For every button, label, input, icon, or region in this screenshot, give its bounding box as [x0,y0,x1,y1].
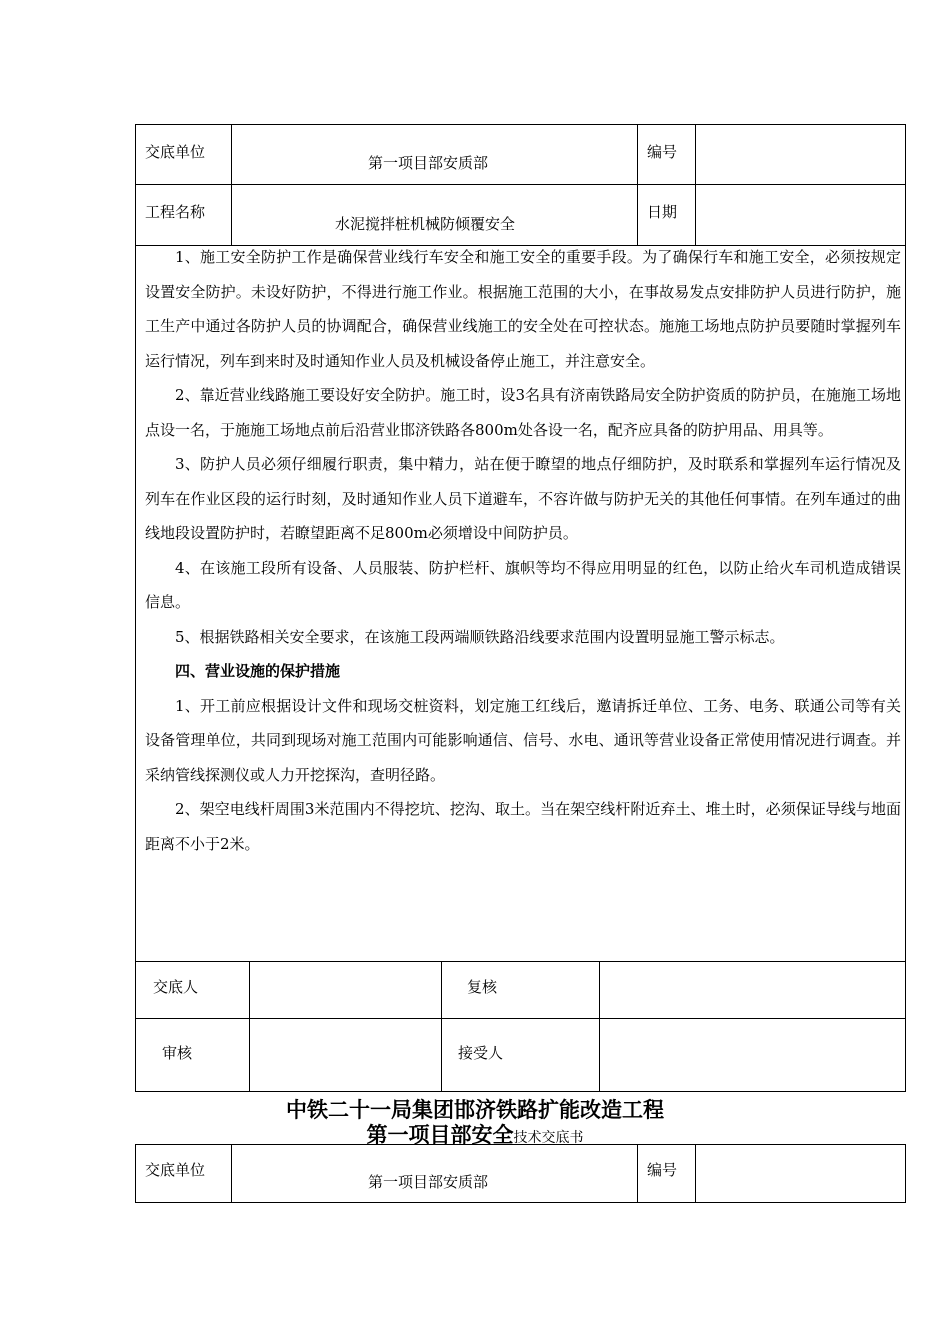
unit-label: 交底单位 [145,143,206,161]
header-row-divider [135,184,906,185]
sign-table [135,961,906,1092]
project-name-label: 工程名称 [145,203,206,221]
bottom-col-divider-1 [231,1144,232,1203]
paragraph-1: 1、施工安全防护工作是确保营业线行车安全和施工安全的重要手段。为了确保行车和施工安全，必须按规定设置安全防护。未设好防护，不得进行施工作业。根据施工范围的大小，在事故易发点安排防护人员进行防护，施工生产中通过各防护人员的协调配合，确保营业线施工的安全处在可控状态。施施工场地点防护员要随时掌握列车运行情况，列车到来时及时通知作业人员及机械设备停止施工，并注意安全。 [145,248,901,370]
paragraph-7: 2、架空电线杆周围3米范围内不得挖坑、挖沟、取土。当在架空线杆附近弃土、堆土时，必须保证导线与地面距离不小于2米。 [145,800,901,853]
handover-person-label: 交底人 [153,978,199,996]
sign-col-divider-1 [249,961,250,1092]
bottom-number-label: 编号 [647,1161,678,1179]
bottom-unit-value: 第一项目部安质部 [368,1173,489,1191]
subtitle-bold: 第一项目部安全 [366,1123,514,1147]
paragraph-4: 4、在该施工段所有设备、人员服装、防护栏杆、旗帜等均不得应用明显的红色，以防止给火车司机造成错误信息。 [145,558,901,611]
bottom-header-table [135,1144,906,1203]
sign-col-divider-3 [599,961,600,1092]
paragraph-2: 2、靠近营业线路施工要设好安全防护。施工时，设3名具有济南铁路局安全防护资质的防护员，在施施工场地点设一名，于施施工场地点前后沿营业邯济铁路各800m处各设一名，配齐应具备的防护用品、用具等。 [145,386,901,439]
paragraph-6: 1、开工前应根据设计文件和现场交桩资料，划定施工红线后，邀请拆迁单位、工务、电务、联通公司等有关设备管理单位，共同到现场对施工范围内可能影响通信、信号、水电、通讯等营业设备正常使用情况进行调查。并采纳管线探测仪或人力开挖探沟，查明径路。 [145,696,901,784]
header-col-divider-3 [695,124,696,246]
header-table [135,124,906,246]
review-label: 复核 [467,978,498,996]
project-name-value: 水泥搅拌桩机械防倾覆安全 [335,215,516,233]
sign-row-divider [135,1018,906,1019]
date-label: 日期 [647,203,678,221]
sign-col-divider-2 [441,961,442,1092]
audit-label: 审核 [162,1044,193,1062]
bottom-col-divider-2 [637,1144,638,1203]
bottom-unit-label: 交底单位 [145,1161,206,1179]
number-label: 编号 [647,143,678,161]
unit-value: 第一项目部安质部 [368,154,489,172]
section-heading: 四、营业设施的保护措施 [175,662,341,680]
paragraph-3: 3、防护人员必须仔细履行职责，集中精力，站在便于瞭望的地点仔细防护，及时联系和掌握列车运行情况及列车在作业区段的运行时刻，及时通知作业人员下道避车，不容许做与防护无关的其他任何事情。在列车通过的曲线地段设置防护时，若瞭望距离不足800m必须增设中间防护员。 [145,455,901,542]
content-text [145,240,901,861]
document-title: 中铁二十一局集团邯济铁路扩能改造工程 [286,1098,664,1122]
paragraph-5: 5、根据铁路相关安全要求，在该施工段两端顺铁路沿线要求范围内设置明显施工警示标志。 [175,627,785,646]
bottom-col-divider-3 [695,1144,696,1203]
subtitle-small: 技术交底书 [513,1130,584,1146]
header-col-divider-2 [637,124,638,246]
receiver-label: 接受人 [458,1044,504,1062]
header-col-divider-1 [231,124,232,246]
